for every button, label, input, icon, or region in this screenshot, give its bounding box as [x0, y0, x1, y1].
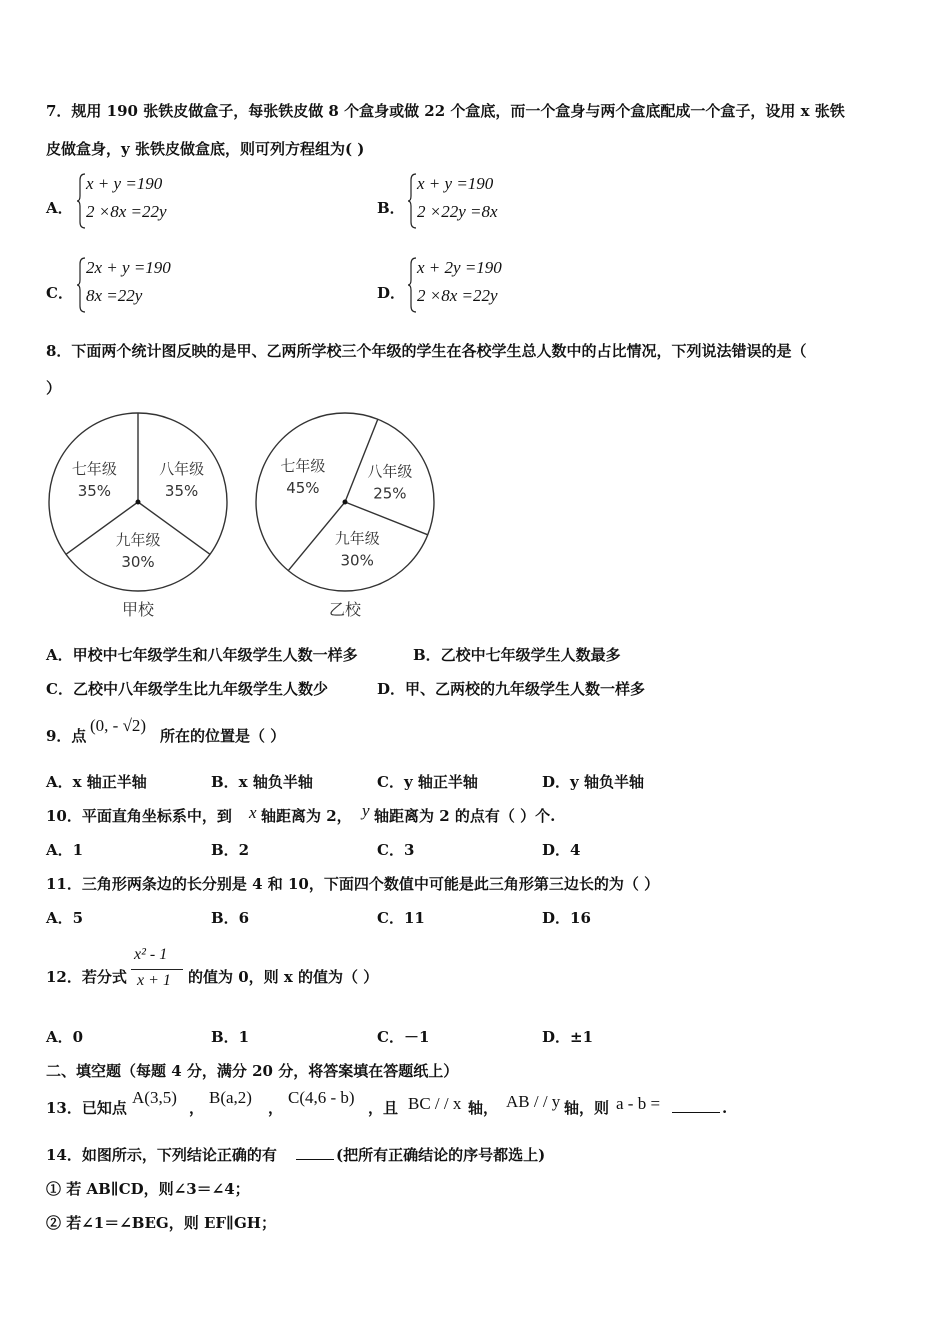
q13-prefix: 13．已知点 — [46, 1099, 127, 1117]
q14-item1: ① 若 AB∥CD，则∠3＝∠4； — [46, 1180, 250, 1198]
q9-prefix: 9．点 — [46, 727, 87, 745]
fraction-bar — [131, 969, 183, 970]
pie-slice-label: 八年级 — [367, 462, 413, 481]
q10-option-c: C．3 — [377, 841, 415, 859]
q10-mid: 轴距离为 2， — [261, 807, 352, 825]
q13-expression: a - b = — [616, 1094, 661, 1113]
pie-title: 甲校 — [121, 600, 155, 619]
q7-option-d-system — [407, 256, 607, 314]
q7-c-eq1: 2x + y =190 — [86, 258, 171, 277]
pie-center-dot — [136, 500, 141, 505]
q9-point: (0, - √2) — [90, 716, 147, 735]
q8-option-b: B．乙校中七年级学生人数最多 — [413, 646, 621, 664]
pie-slice-value: 45% — [286, 479, 320, 498]
q13-condition-2: AB / / y — [506, 1092, 561, 1111]
q8-option-d: D．甲、乙两校的九年级学生人数一样多 — [377, 680, 646, 698]
q10-y-var: y — [362, 801, 370, 820]
q13-comma1: ， — [189, 1099, 205, 1117]
q7-line2: 皮做盒身，y 张铁皮做盒底，则可列方程组为( ) — [46, 140, 365, 158]
q7-option-a-label: A． — [46, 199, 73, 217]
q7-b-eq2: 2 ×22y =8x — [417, 202, 498, 221]
section-heading: 二、填空题（每题 4 分，满分 20 分，将答案填在答题纸上） — [46, 1062, 459, 1080]
q11-option-c: C．11 — [377, 909, 425, 927]
q7-c-eq2: 8x =22y — [86, 286, 143, 305]
q13-comma3: ，且 — [368, 1099, 399, 1117]
q7-option-c-label: C． — [46, 284, 73, 302]
q12-option-b: B．1 — [211, 1028, 250, 1046]
q12-prefix: 12．若分式 — [46, 968, 127, 986]
pie-slice-label: 八年级 — [159, 459, 205, 478]
q10-suffix: 轴距离为 2 的点有（ ）个. — [374, 807, 556, 825]
q13-answer-blank[interactable] — [672, 1098, 720, 1118]
q10-prefix: 10．平面直角坐标系中，到 — [46, 807, 232, 825]
q10-option-d: D．4 — [542, 841, 581, 859]
q7-option-b-system — [407, 172, 607, 230]
q8-line2: ） — [46, 379, 62, 397]
q13-point-b: B(a,2) — [209, 1088, 252, 1107]
q14-item2: ② 若∠1＝∠BEG，则 EF∥GH； — [46, 1214, 276, 1232]
q12-numerator: x² - 1 — [134, 946, 168, 963]
q7-option-a-system — [76, 172, 276, 230]
pie-slice-value: 25% — [373, 484, 407, 503]
pie-slice-value: 35% — [77, 481, 112, 500]
q12-option-a: A．0 — [46, 1028, 84, 1046]
q7-a-eq1: x + y =190 — [86, 174, 163, 193]
pie-slice-value: 35% — [164, 481, 199, 500]
q10-option-a: A．1 — [46, 841, 84, 859]
pie-slice-label: 七年级 — [71, 459, 117, 478]
q13-point-c: C(4,6 - b) — [288, 1088, 355, 1107]
pie-charts — [40, 405, 450, 630]
q8-option-c: C．乙校中八年级学生比九年级学生人数少 — [46, 680, 328, 698]
q8-line1: 8．下面两个统计图反映的是甲、乙两所学校三个年级的学生在各校学生总人数中的占比情况，下列说法错误的是（ — [46, 342, 807, 360]
q13-point-a: A(3,5) — [132, 1088, 177, 1107]
q9-suffix: 所在的位置是（ ） — [160, 727, 286, 745]
pie-slice-value: 30% — [121, 552, 155, 571]
q7-option-b-label: B． — [377, 199, 405, 217]
q7-b-eq1: x + y =190 — [417, 174, 494, 193]
q13-t2: 轴，则 — [564, 1099, 610, 1117]
q12-option-c: C．－1 — [377, 1028, 430, 1046]
q12-denominator: x + 1 — [137, 972, 171, 989]
q7-line1: 7．规用 190 张铁皮做盒子，每张铁皮做 8 个盒身或做 22 个盒底，而一个盒身与两个盒底配成一个盒子，设用 x 张铁 — [46, 102, 845, 120]
q7-d-eq2: 2 ×8x =22y — [417, 286, 498, 305]
q7-option-d-label: D． — [377, 284, 406, 302]
q11-option-b: B．6 — [211, 909, 250, 927]
q7-option-c-system — [76, 256, 276, 314]
q9-option-c: C．y 轴正半轴 — [377, 773, 478, 791]
q9-option-d: D．y 轴负半轴 — [542, 773, 644, 791]
q13-condition-1: BC / / x — [408, 1094, 462, 1113]
q12-suffix: 的值为 0，则 x 的值为（ ） — [188, 968, 379, 986]
pie-center-dot — [343, 500, 348, 505]
q14-line1b: (把所有正确结论的序号都选上) — [336, 1146, 546, 1164]
pie-title: 乙校 — [328, 600, 362, 619]
q7-d-eq1: x + 2y =190 — [417, 258, 502, 277]
q14-answer-blank[interactable] — [296, 1145, 334, 1165]
q8-option-a: A．甲校中七年级学生和八年级学生人数一样多 — [46, 646, 358, 664]
q12-option-d: D．±1 — [542, 1028, 594, 1046]
pie-slice-label: 九年级 — [334, 529, 380, 548]
q10-x-var: x — [249, 803, 257, 822]
q11-text: 11．三角形两条边的长分别是 4 和 10，下面四个数值中可能是此三角形第三边长的为（ ） — [46, 875, 660, 893]
q11-option-a: A．5 — [46, 909, 84, 927]
q14-line1: 14．如图所示，下列结论正确的有 — [46, 1146, 277, 1164]
q7-a-eq2: 2 ×8x =22y — [86, 202, 167, 221]
q10-option-b: B．2 — [211, 841, 250, 859]
q13-end: . — [722, 1099, 728, 1117]
q9-option-a: A．x 轴正半轴 — [46, 773, 147, 791]
pie-slice-label: 九年级 — [115, 530, 161, 549]
pie-slice-label: 七年级 — [280, 457, 326, 476]
pie-slice-value: 30% — [340, 551, 374, 570]
q13-comma2: ， — [268, 1099, 284, 1117]
q9-option-b: B．x 轴负半轴 — [211, 773, 313, 791]
q13-t1: 轴， — [468, 1099, 499, 1117]
q11-option-d: D．16 — [542, 909, 591, 927]
